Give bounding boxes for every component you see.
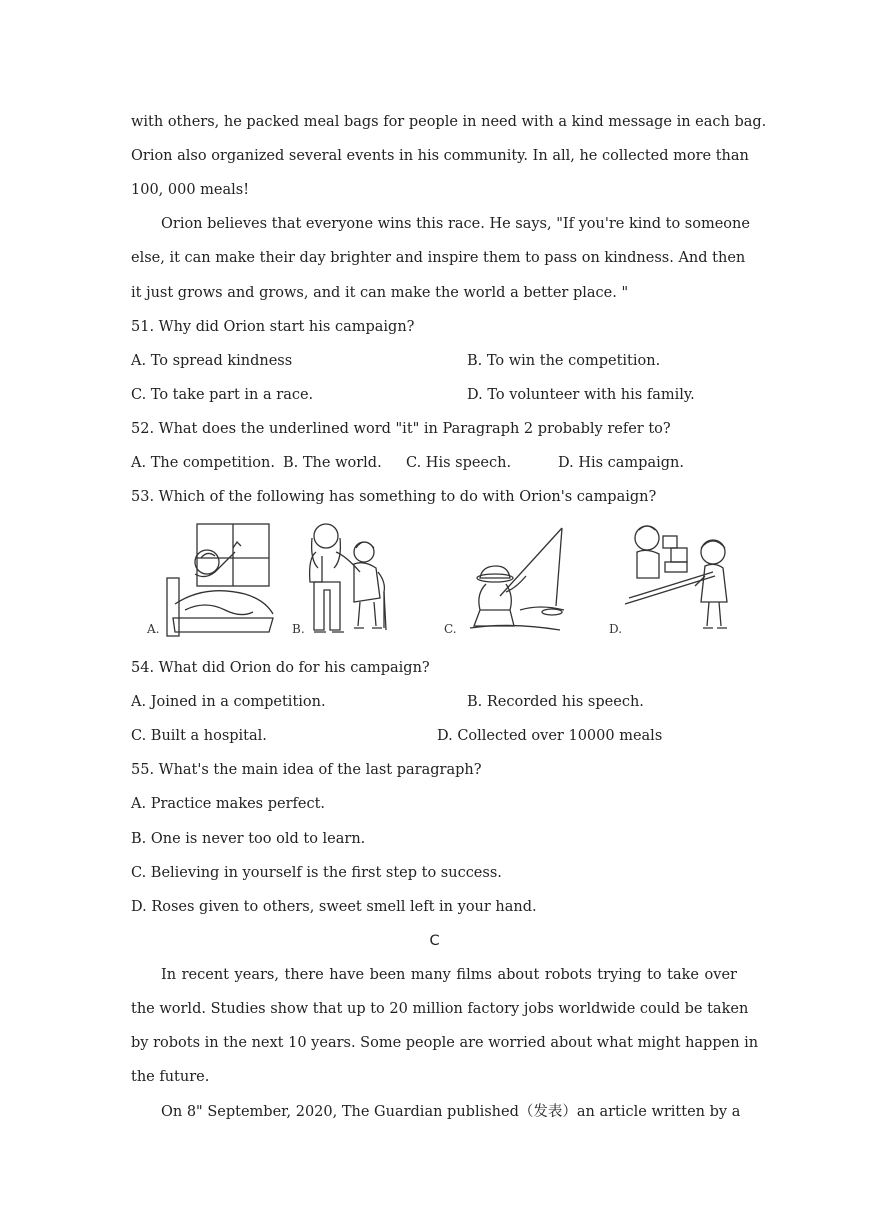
picture-label: D. [609, 622, 623, 636]
passage-line: the world. Studies show that up to 20 million factory jobs worldwide could be taken [131, 1001, 749, 1017]
passage-line: On 8" September, 2020, The Guardian published（发表）an article written by a [161, 1104, 741, 1120]
picture-a-sick-person-in-bed [145, 518, 275, 640]
q51-option-b: B. To win the competition. [467, 353, 661, 369]
question-52: 52. What does the underlined word "it" in Paragraph 2 probably refer to? [131, 421, 671, 437]
passage-line: else, it can make their day brighter and inspire them to pass on kindness. And then [131, 250, 746, 266]
q54-option-d: D. Collected over 10000 meals [437, 728, 663, 744]
picture-d-shop-counter [605, 518, 735, 640]
section-heading: C [429, 933, 440, 949]
passage-line: with others, he packed meal bags for people in need with a kind message in each bag. [131, 114, 767, 130]
question-55: 55. What's the main idea of the last paragraph? [131, 762, 482, 778]
q52-option-a: A. The competition. [131, 455, 275, 471]
picture-label: A. [147, 622, 160, 636]
q54-options-row2 [131, 726, 737, 746]
picture-b-helping-old-person [290, 518, 420, 640]
q54-option-a: A. Joined in a competition. [131, 694, 326, 710]
q52-option-c: C. His speech. [406, 455, 512, 471]
q51-option-d: D. To volunteer with his family. [467, 387, 695, 403]
q52-options-row [131, 453, 737, 473]
question-51: 51. Why did Orion start his campaign? [131, 319, 415, 335]
picture-label: C. [444, 622, 457, 636]
question-53: 53. Which of the following has something to do with Orion's campaign? [131, 489, 657, 505]
q55-option-a: A. Practice makes perfect. [131, 796, 326, 812]
question-54: 54. What did Orion do for his campaign? [131, 660, 430, 676]
passage-line: by robots in the next 10 years. Some people are worried about what might happen in [131, 1035, 759, 1051]
picture-label: B. [292, 622, 305, 636]
passage-line: Orion also organized several events in his community. In all, he collected more than [131, 148, 749, 164]
q55-option-c: C. Believing in yourself is the first step to success. [131, 865, 502, 881]
passage-line: Orion believes that everyone wins this race. He says, "If you're kind to someone [161, 216, 750, 232]
q55-option-b: B. One is never too old to learn. [131, 831, 366, 847]
q54-option-c: C. Built a hospital. [131, 728, 267, 744]
passage-line: 100, 000 meals! [131, 182, 250, 198]
q51-option-c: C. To take part in a race. [131, 387, 314, 403]
q52-option-b: B. The world. [283, 455, 382, 471]
q51-options-row2 [131, 385, 737, 405]
passage-line: the future. [131, 1069, 210, 1085]
q52-option-d: D. His campaign. [558, 455, 684, 471]
passage-line: In recent years, there have been many films about robots trying to take over [161, 967, 737, 983]
picture-c-person-fishing [440, 518, 570, 640]
q54-option-b: B. Recorded his speech. [467, 694, 644, 710]
q55-option-d: D. Roses given to others, sweet smell left in your hand. [131, 899, 537, 915]
q51-options-row1 [131, 351, 737, 371]
q54-options-row1 [131, 692, 737, 712]
q51-option-a: A. To spread kindness [131, 353, 293, 369]
passage-line: it just grows and grows, and it can make the world a better place. " [131, 285, 629, 301]
